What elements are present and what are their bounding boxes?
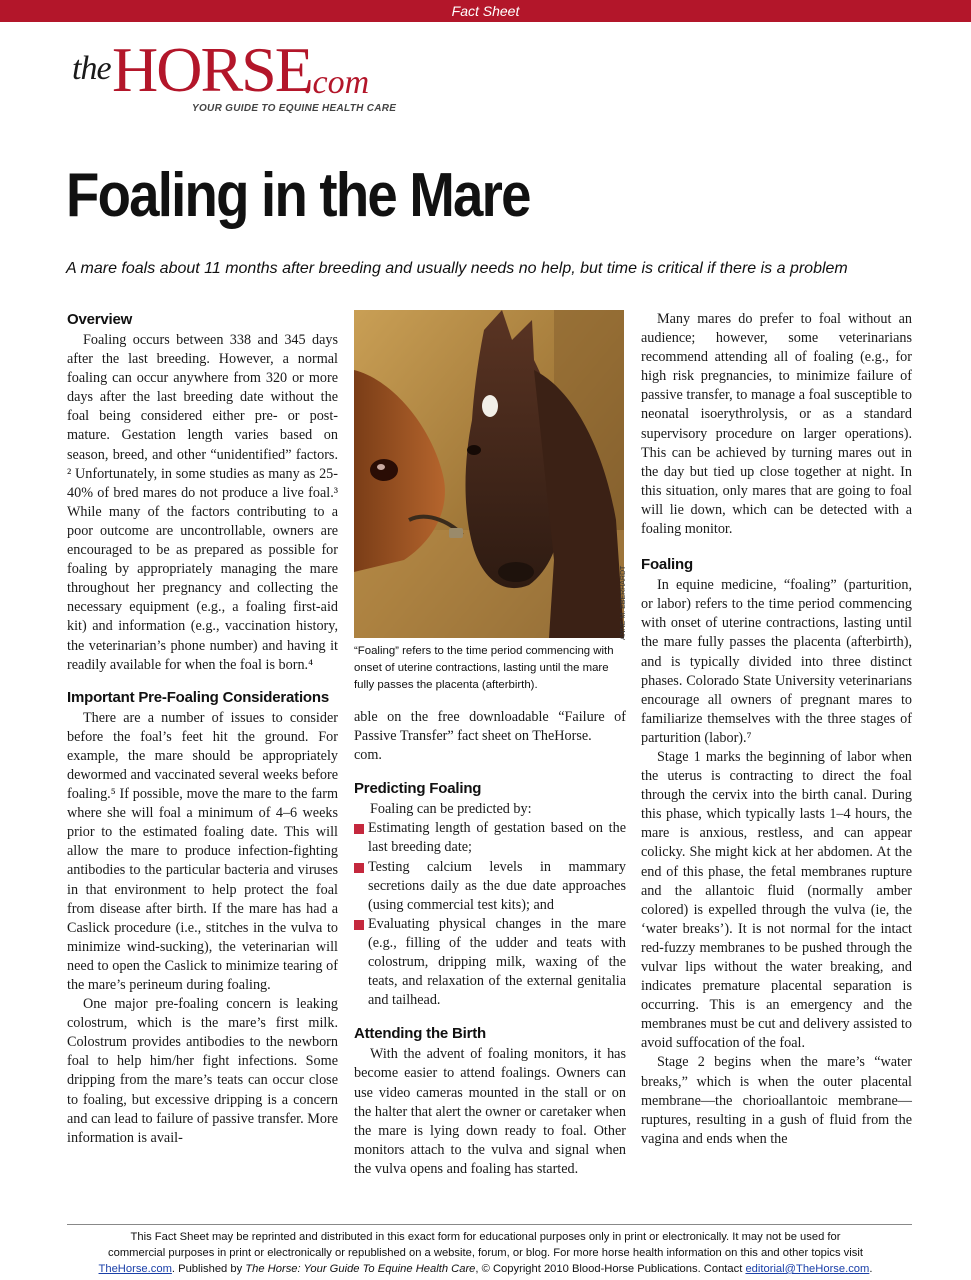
foaling-paragraph-3: Stage 2 begins when the mare’s “water breaks,” which is when the outer placental membrane—the chorioallantoic membrane—ruptures, resulting in a gush of fluid from the vagina and ends when the (641, 1054, 912, 1147)
site-link[interactable]: TheHorse.com (98, 1263, 172, 1275)
bullet-square-icon (354, 920, 364, 930)
photo-caption: “Foaling” refers to the time period commencing with onset of uterine contractions, lasting until the mare fully passes the placenta (afterbirth). (354, 645, 614, 691)
footer-line-2: commercial purposes in print or electronically or republished on a website, forum, or blog. For more horse health information on this and other topics visit (108, 1247, 863, 1259)
footer-divider (67, 1224, 912, 1225)
list-item: Estimating length of gestation based on the last breeding date; (354, 819, 626, 857)
prefoaling-paragraph-1: There are a number of issues to consider before the foal’s feet hit the ground. For example, the mare should be appropriately dewormed and vaccinated several weeks before foaling.⁵ If possible, move the mare to the farm where she will foal a minimum of 4–6 weeks prior to the estimated foaling date. This will allow the mare to produce infection-fighting antibodies to the particular bacteria and viruses in that environment to help protect the foal from disease after birth. If the mare has had a Caslick procedure (i.e., stitches in the vulva to minimize wind-sucking), the veterinarian will need to open the Caslick to minimize tearing of the mare’s perineum during foaling. (67, 709, 338, 993)
prefoaling-heading: Important Pre-Foaling Considerations (67, 688, 329, 706)
column-right (641, 310, 912, 1149)
attending-heading: Attending the Birth (354, 1025, 487, 1043)
footer-line-3: TheHorse.com. Published by The Horse: Your Guide To Equine Health Care, © Copyright 2010 Blood-Horse Publications. Contact editorial@TheHorse.com. (98, 1263, 873, 1275)
overview-heading: Overview (67, 311, 133, 328)
site-logo[interactable] (72, 34, 432, 118)
mare-and-foal-photo (354, 310, 624, 638)
photo-credit: ANNE M. EBERHARDT (620, 565, 627, 640)
email-link[interactable]: editorial@TheHorse.com (745, 1263, 870, 1275)
overview-paragraph: Foaling occurs between 338 and 345 days after the last breeding. However, a normal foaling can occur anywhere from 320 or more days after the last breeding date without the foal being considered either pre- or post-mature. Gestation length varies based on season, breed, and other “unidentified” factors. ² Unfortunately, in some studies as many as 25-40% of bred mares do not produce a live foal.³ While many of the factors contributing to a poor outcome are uncontrollable, owners are encouraged to be as prepared as possible for foaling by appropriately managing the mare throughout her pregnancy and collecting the necessary equipment (e.g., a foaling first-aid kit) and information (e.g., vaccination history, the veterinarian’s phone number) and having it readily available for when the foal is born.⁴ (67, 332, 338, 673)
foaling-heading: Foaling (641, 556, 693, 574)
fact-sheet-banner: Fact Sheet (0, 0, 971, 22)
attending-paragraph-2: Many mares do prefer to foal without an audience; however, some veterinarians recommend attending all of foaling (e.g., for high risk pregnancies, to minimize failure of passive transfer, to manage a foal susceptible to neonatal isoerythrolysis, or as a standard supervisory procedure on larger operations). This can be achieved by turning mares out in the day but tied up close together at night. In this situation, only mares that are going to foal will lie down, which can be detected with a foaling monitor. (641, 311, 912, 538)
list-item: Evaluating physical changes in the mare (e.g., filling of the udder and teats with colostrum, dripping milk, waxing of the teats, and relaxation of the external genitalia and tailhead. (354, 915, 626, 1010)
list-item: Testing calcium levels in mammary secretions daily as the due date approaches (using commercial test kits); and (354, 858, 626, 915)
bullet-square-icon (354, 824, 364, 834)
logo-horse: HORSE (112, 34, 312, 105)
footer (40, 1229, 931, 1277)
footer-line-1: This Fact Sheet may be reprinted and distributed in this exact form for educational purposes only in print or electronically. It may not be used for (130, 1231, 841, 1243)
logo-tagline: YOUR GUIDE TO EQUINE HEALTH CARE (192, 103, 397, 114)
logo-the: the (72, 50, 111, 87)
logo-com: .com (304, 64, 370, 101)
bullet-square-icon (354, 863, 364, 873)
column-middle (354, 708, 626, 1179)
foaling-paragraph-1: In equine medicine, “foaling” (parturition, or labor) refers to the time period commencing with onset of uterine contractions, lasting until the mare fully passes the placenta (afterbirth), and is typically divided into three distinct phases. Colorado State University veterinarians encourage all owners of pregnant mares to familiarize themselves with the three stages of parturition (labor).⁷ (641, 577, 912, 746)
attending-paragraph-1: With the advent of foaling monitors, it has become easier to attend foalings. Owners can use video cameras mounted in the stall or on the halter that alert the owner or caretaker when the mare is lying down ready to foal. Other monitors attach to the vulva and signal when the vulva opens and foaling has started. (354, 1046, 626, 1177)
column-left (67, 310, 338, 1148)
prefoaling-paragraph-2: One major pre-foaling concern is leaking colostrum, which is the mare’s first milk. Colostrum provides antibodies to the newborn foal to help him/her fight infections. Some dripping from the mare’s teats can occur close to foaling, but excessive dripping is a concern and can lead to failure of passive transfer. More information is avail- (67, 996, 338, 1146)
predicting-heading: Predicting Foaling (354, 780, 482, 798)
predicting-list (354, 819, 626, 1010)
page-title: Foaling in the Mare (66, 161, 530, 230)
predicting-intro: Foaling can be predicted by: (370, 801, 532, 818)
prefoaling-continuation: able on the free downloadable “Failure of Passive Transfer” fact sheet on TheHorse. com. (354, 709, 626, 764)
foaling-paragraph-2: Stage 1 marks the beginning of labor when the uterus is contracting to direct the foal through the cervix into the birth canal. During this phase, which typically lasts 1–4 hours, the mare is anxious, restless, and can appear colicky. She might kick at her abdomen. At the end of this phase, the fetal membranes rupture and the allantoic fluid (normally amber colored) is expelled through the vulva (ie, the ‘water breaks’). It is not normal for the intact red-fuzzy membranes to be pushed through the vulvar lips without the water breaking, and indicates premature placental separation is occurring. This is an emergency and the membranes must be cut and delivery assisted to avoid suffocation of the foal. (641, 748, 912, 1052)
page-subtitle: A mare foals about 11 months after breeding and usually needs no help, but time is critical if there is a problem (66, 260, 848, 277)
